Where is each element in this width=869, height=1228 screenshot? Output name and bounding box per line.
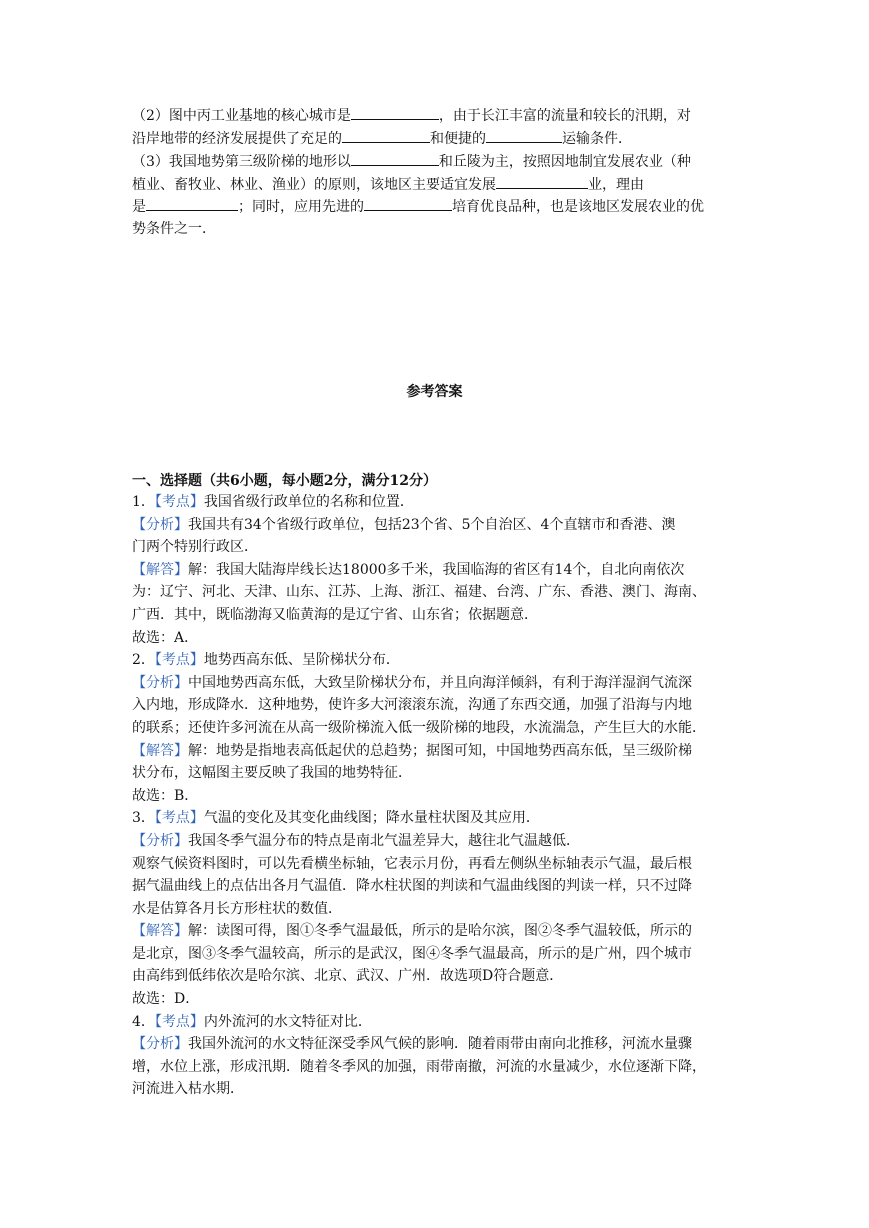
- jieda-line: [132, 740, 740, 763]
- q3-text-e: 是: [132, 199, 146, 216]
- q3-text-d: 业，理由: [588, 176, 644, 193]
- fenxi-line: [132, 1033, 740, 1056]
- answer-choice: 故选：B．: [132, 787, 199, 804]
- answer-choice: 故选：A．: [132, 629, 199, 646]
- fenxi-line: [132, 672, 740, 695]
- answer-blank: [496, 173, 588, 189]
- kaodian-text: 气温的变化及其变化曲线图；降水量柱状图及其应用．: [203, 810, 540, 827]
- text-line: [132, 218, 740, 241]
- text-line: 由高纬到低纬依次是哈尔滨、北京、武汉、广州．故选项D符合题意．: [132, 968, 564, 985]
- text-line: 是北京，图③冬季气温较高，所示的是武汉，图④冬季气温最高，所示的是广州，四个城市: [132, 945, 692, 962]
- answer-choice: 故选：D．: [132, 991, 200, 1008]
- fenxi-tag: 【分析】: [132, 1036, 188, 1053]
- kaodian-line: [132, 491, 740, 514]
- item-number: 3．: [132, 810, 155, 827]
- q2-text-e: 运输条件．: [562, 130, 632, 147]
- jieda-line: [132, 559, 740, 582]
- fenxi-tag: 【分析】: [132, 516, 188, 533]
- kaodian-text: 我国省级行政单位的名称和位置．: [203, 494, 414, 510]
- text-line: 为：辽宁、河北、天津、山东、江苏、上海、浙江、福建、台湾、广东、香港、澳门、海南、: [132, 584, 706, 601]
- q3-text-c: 植业、畜牧业、林业、渔业）的原则，该地区主要适宜发展: [132, 176, 496, 193]
- q3-text-g: 培育优良品种，也是该地区发展农业的优: [452, 199, 704, 216]
- fenxi-line: [132, 514, 740, 537]
- jieda-text: 解：读图可得，图①冬季气温最低，所示的是哈尔滨，图②冬季气温较低，所示的: [188, 923, 692, 940]
- text-line: 状分布，这幅图主要反映了我国的地势特征．: [132, 765, 412, 782]
- fenxi-text: 我国共有34个省级行政单位，包括23个省、5个自治区、4个直辖市和香港、澳: [188, 516, 676, 533]
- fenxi-tag: 【分析】: [132, 832, 188, 849]
- text-line: 河流进入枯水期．: [132, 1081, 244, 1098]
- kaodian-tag: 【考点】: [154, 652, 204, 669]
- q3-text-b: 和丘陵为主，按照因地制宜发展农业（种: [438, 154, 691, 170]
- text-line: [132, 173, 740, 196]
- text-line: 观察气候资料图时，可以先看横坐标轴，它表示月份，再看左侧纵坐标轴表示气温，最后根: [132, 855, 692, 872]
- q2-text-c: 沿岸地带的经济发展提供了充足的: [132, 130, 342, 147]
- answer-blank: [146, 195, 238, 211]
- answer-blank: [351, 104, 439, 120]
- kaodian-text: 内外流河的水文特征对比．: [203, 1013, 372, 1030]
- jieda-tag: 【解答】: [132, 923, 188, 940]
- kaodian-line: [132, 649, 740, 672]
- jieda-line: [132, 920, 740, 943]
- text-line: 水是估算各月长方形柱状的数值．: [132, 900, 342, 917]
- item-number: 1．: [132, 494, 155, 510]
- answer-title: 参考答案: [406, 384, 463, 400]
- text-line: [132, 150, 740, 173]
- answer-blank: [364, 195, 452, 211]
- text-line: 广西．其中，既临渤海又临黄海的是辽宁省、山东省；依据题意．: [132, 606, 538, 623]
- answer-blank: [351, 150, 439, 166]
- kaodian-tag: 【考点】: [154, 494, 204, 510]
- item-number: 2．: [132, 652, 155, 669]
- text-line: [132, 127, 740, 150]
- kaodian-tag: 【考点】: [154, 810, 204, 827]
- kaodian-tag: 【考点】: [154, 1013, 204, 1030]
- kaodian-line: [132, 807, 740, 830]
- answer-list: [132, 491, 740, 1101]
- question-3: [132, 150, 740, 240]
- text-line: [132, 195, 740, 218]
- answer-blank: [486, 127, 562, 143]
- text-line: 门两个特别行政区．: [132, 539, 258, 556]
- q3-text-a: （3）我国地势第三级阶梯的地形以: [132, 154, 351, 170]
- q3-text-f: ；同时，应用先进的: [238, 199, 364, 216]
- q2-text-b: ，由于长江丰富的流量和较长的汛期，对: [438, 108, 691, 124]
- jieda-tag: 【解答】: [132, 742, 188, 759]
- text-line: 的联系；还使许多河流在从高一级阶梯流入低一级阶梯的地段，水流湍急，产生巨大的水能．: [132, 719, 706, 736]
- q3-text-h: 势条件之一．: [132, 220, 216, 237]
- jieda-text: 解：地势是指地表高低起伏的总趋势；据图可知，中国地势西高东低，呈三级阶梯: [188, 742, 692, 759]
- fenxi-line: [132, 830, 740, 853]
- q2-text-a: （2）图中丙工业基地的核心城市是: [132, 108, 351, 124]
- question-2: [132, 104, 740, 149]
- text-line: 增，水位上涨，形成汛期．随着冬季风的加强，雨带南撤，河流的水量减少，水位逐渐下降，: [132, 1058, 706, 1075]
- answer-blank: [342, 127, 430, 143]
- fenxi-tag: 【分析】: [132, 674, 188, 691]
- jieda-text: 解：我国大陆海岸线长达18000多千米，我国临海的省区有14个，自北向南依次: [188, 561, 685, 578]
- fenxi-text: 中国地势西高东低，大致呈阶梯状分布，并且向海洋倾斜，有利于海洋湿润气流深: [188, 674, 692, 691]
- text-line: 入内地，形成降水．这种地势，使许多大河滚滚东流，沟通了东西交通，加强了沿海与内地: [132, 697, 692, 714]
- item-number: 4．: [132, 1013, 155, 1030]
- kaodian-text: 地势西高东低、呈阶梯状分布．: [203, 652, 400, 669]
- section-heading: 一、选择题（共6小题，每小题2分，满分12分）: [132, 473, 437, 489]
- fenxi-text: 我国冬季气温分布的特点是南北气温差异大，越往北气温越低．: [188, 832, 580, 849]
- fenxi-text: 我国外流河的水文特征深受季风气候的影响．随着雨带由南向北推移，河流水量骤: [188, 1036, 692, 1053]
- kaodian-line: [132, 1011, 740, 1034]
- jieda-tag: 【解答】: [132, 561, 188, 578]
- q2-text-d: 和便捷的: [430, 130, 486, 147]
- text-line: 据气温曲线上的点估出各月气温值．降水柱状图的判读和气温曲线图的判读一样，只不过降: [132, 878, 692, 895]
- text-line: [132, 104, 740, 127]
